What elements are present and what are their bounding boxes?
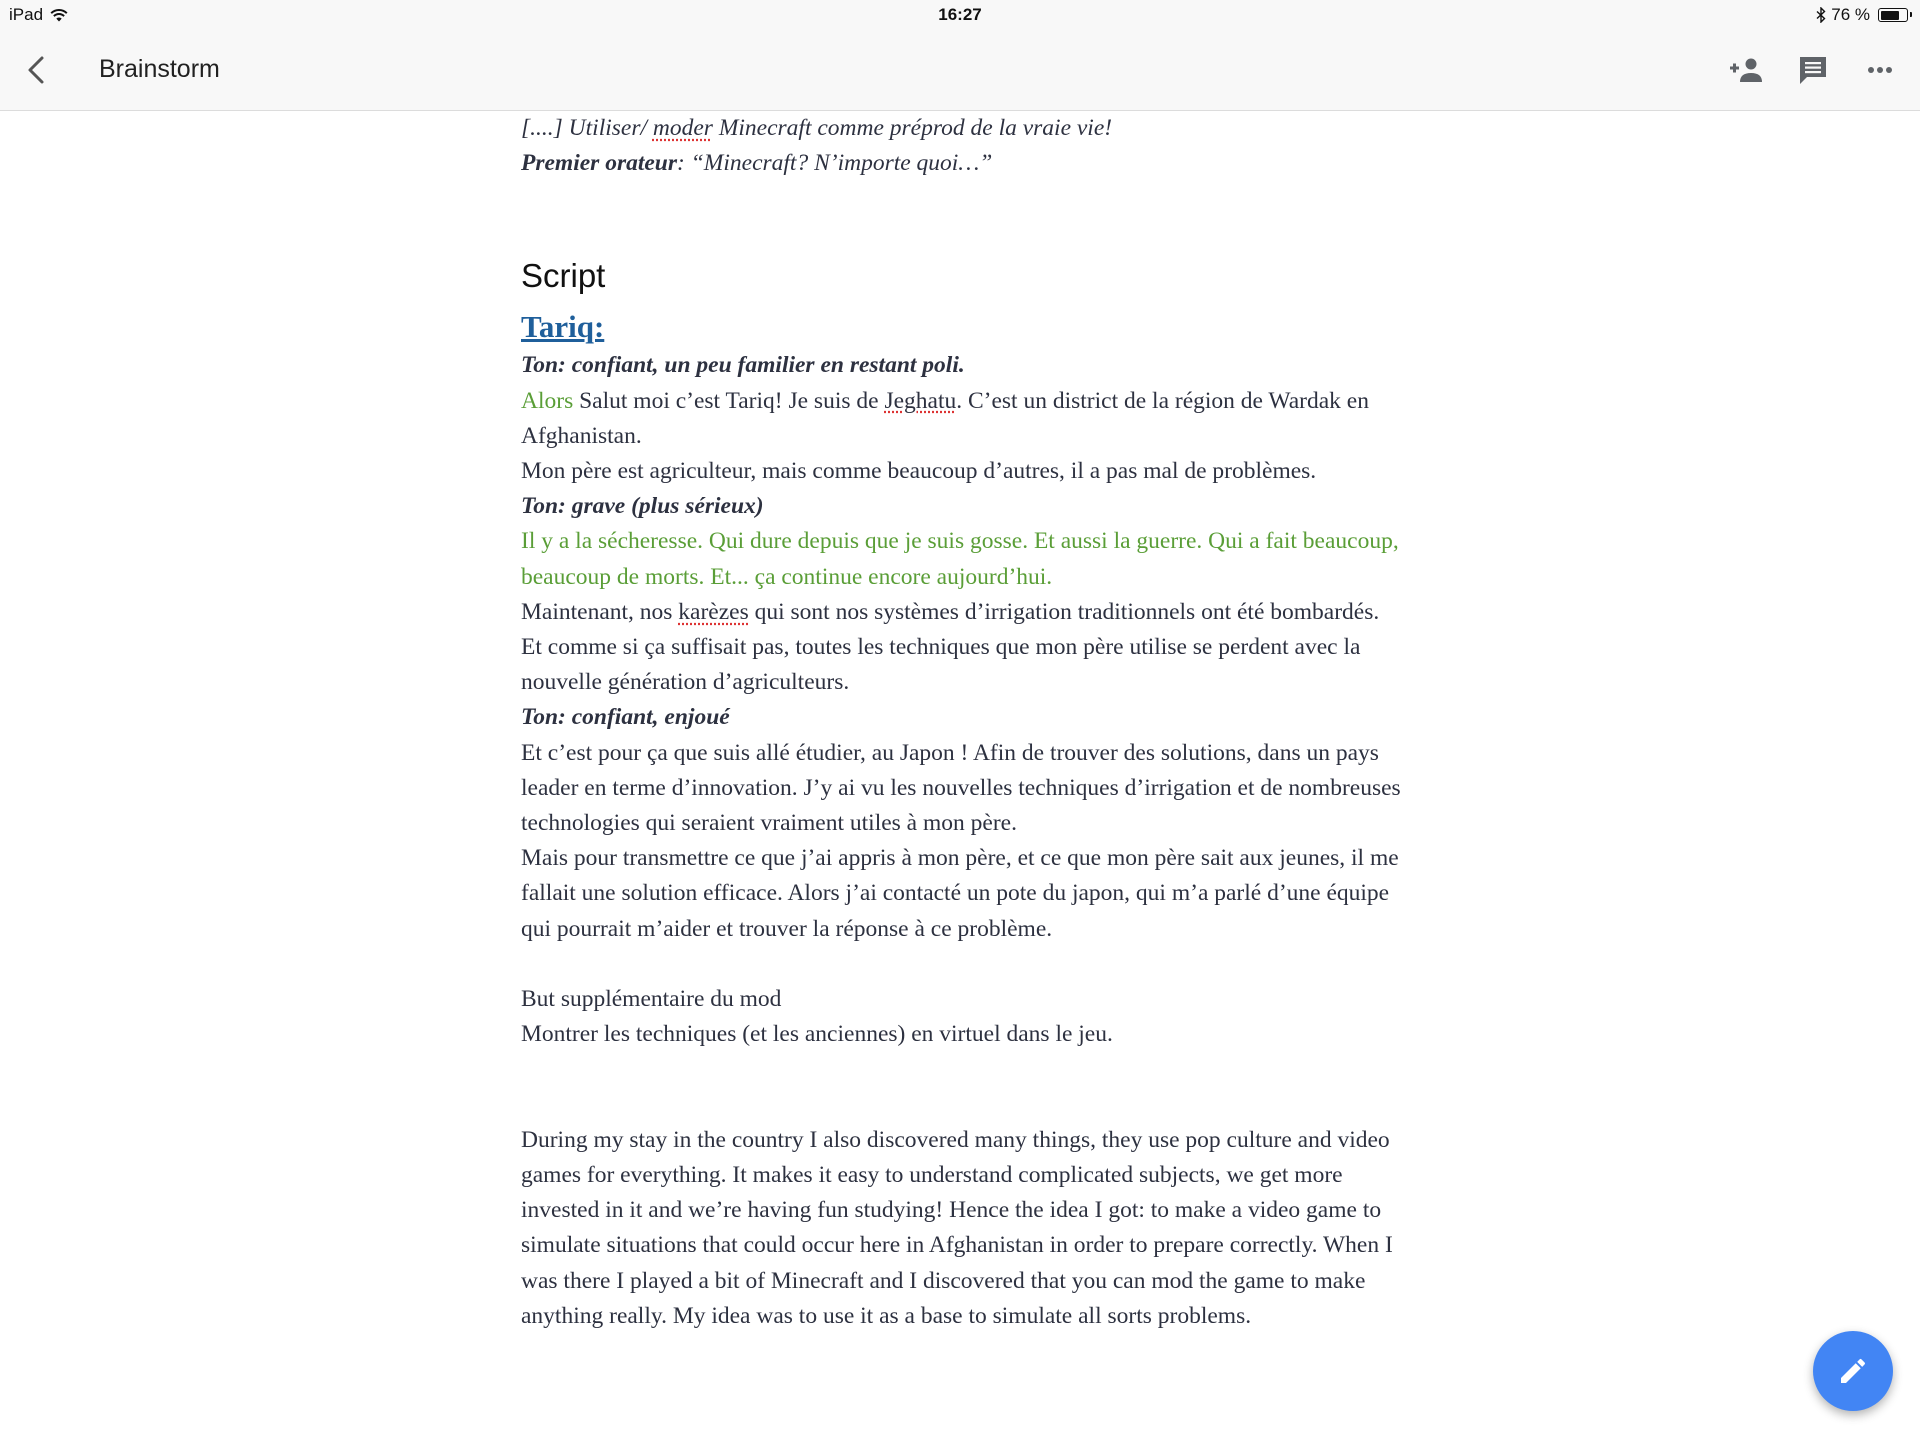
paragraph: [521, 384, 1401, 454]
paragraph-text: . C’est un district de la région de Wardak en Afghanistan.: [521, 387, 1369, 449]
document-title: Brainstorm: [99, 55, 220, 83]
paragraph-text: qui sont nos systèmes d’irrigation traditionnels ont été bombardés. Et comme si ça suffisait pas, toutes les techniques que mon père utilise se perdent avec la nouvelle génération d’agriculteurs.: [521, 598, 1380, 696]
paragraph: Et c’est pour ça que suis allé étudier, au Japon ! Afin de trouver des solutions, dans un pays leader en terme d’innovation. J’y ai vu les nouvelles techniques d’irrigation et de nombreuses technologies qui seraient vraiment utiles à mon père.: [521, 739, 1401, 837]
paragraph: But supplémentaire du mod: [521, 986, 782, 1013]
speaker-label: Premier orateur: [521, 150, 678, 177]
more-icon: [1867, 66, 1893, 74]
intro-quote: : “Minecraft? N’importe quoi…”: [677, 150, 993, 177]
highlighted-text: Alors: [521, 387, 574, 414]
battery-level: [1881, 11, 1899, 20]
blank-line: [521, 947, 1401, 982]
device-label: iPad: [9, 5, 44, 24]
intro-text: Minecraft comme préprod de la vraie vie!: [712, 115, 1113, 141]
section-heading: Script: [521, 257, 606, 295]
app-bar: [0, 30, 1920, 111]
edit-button[interactable]: [1813, 1331, 1893, 1411]
tone-line: Ton: confiant, un peu familier en restant poli.: [521, 352, 965, 379]
status-bar: [0, 0, 1920, 30]
add-person-icon: [1729, 57, 1763, 83]
back-icon: [26, 55, 46, 85]
tone-line: Ton: confiant, enjoué: [521, 704, 730, 731]
document-body[interactable]: [521, 111, 1401, 1334]
blank-line: [521, 1052, 1401, 1087]
paragraph: Montrer les techniques (et les anciennes) en virtuel dans le jeu.: [521, 1021, 1113, 1048]
paragraph: During my stay in the country I also discovered many things, they use pop culture and video games for everything. It makes it easy to understand complicated subjects, we get more invested in it and we’re having fun studying! Hence the idea I got: to make a video game to simulate situations that could occur here in Afghanistan in order to prepare correctly. When I was there I played a bit of Minecraft and I discovered that you can mod the game to make anything really. My idea was to use it as a base to simulate all sorts problems.: [521, 1126, 1393, 1329]
battery-percent: 76 %: [1831, 5, 1870, 24]
edit-pencil-icon: [1837, 1355, 1869, 1387]
speaker-heading: Tariq:: [521, 309, 605, 345]
blank-line: [521, 1088, 1401, 1123]
paragraph-text: Salut moi c’est Tariq! Je suis de: [573, 387, 885, 414]
intro-line-2: [521, 146, 1401, 181]
status-right: [1816, 5, 1908, 25]
paragraph: Mon père est agriculteur, mais comme beaucoup d’autres, il a pas mal de problèmes.: [521, 458, 1317, 485]
bluetooth-icon: [1816, 7, 1826, 23]
more-options-button[interactable]: [1858, 48, 1902, 92]
intro-line-1: [521, 111, 1401, 146]
spellcheck-word: karèzes: [678, 598, 749, 625]
status-left: [9, 5, 69, 25]
spellcheck-word: moder: [652, 115, 713, 141]
paragraph: [521, 595, 1401, 701]
share-button[interactable]: [1724, 48, 1768, 92]
battery-icon: [1878, 8, 1908, 22]
comments-button[interactable]: [1791, 48, 1835, 92]
comment-icon: [1798, 55, 1828, 85]
status-time: 16:27: [938, 5, 982, 24]
spellcheck-word: Jeghatu: [884, 387, 957, 414]
tone-line: Ton: grave (plus sérieux): [521, 493, 764, 520]
paragraph-text: Maintenant, nos: [521, 598, 679, 625]
intro-text: [....] Utiliser/: [521, 115, 653, 141]
wifi-icon: [49, 8, 69, 23]
paragraph: Mais pour transmettre ce que j’ai appris à mon père, et ce que mon père sait aux jeunes, il me fallait une solution efficace. Alors j’ai contacté un pote du japon, qui m’a parlé d’une équipe qui pourrait m’aider et trouver la réponse à ce problème.: [521, 845, 1399, 942]
back-button[interactable]: [14, 48, 58, 92]
paragraph: Il y a la sécheresse. Qui dure depuis que je suis gosse. Et aussi la guerre. Qui a fait beaucoup, beaucoup de morts. Et... ça continue encore aujourd’hui.: [521, 528, 1399, 590]
